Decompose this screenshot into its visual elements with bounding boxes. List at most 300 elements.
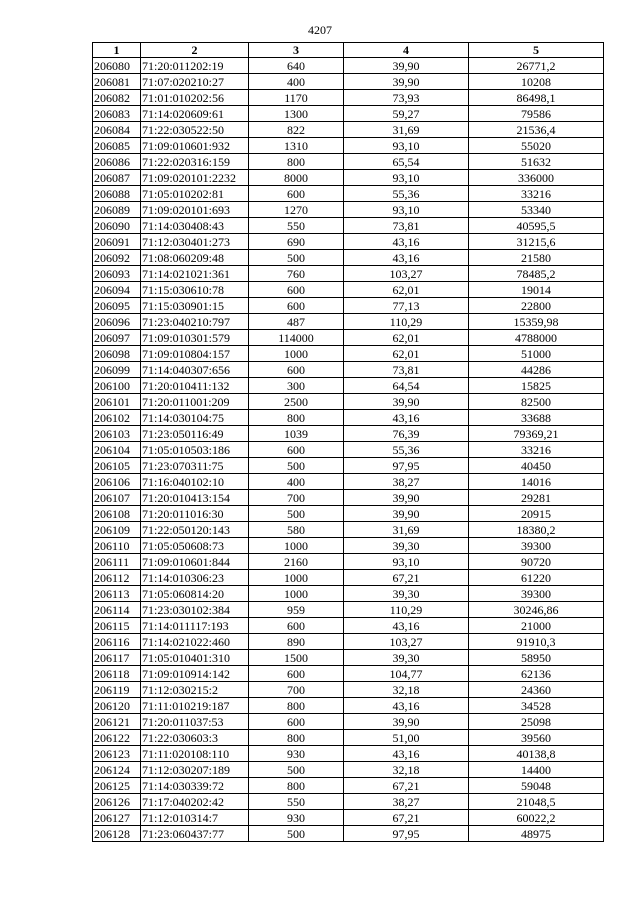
table-row bbox=[93, 426, 604, 442]
rate-cell: 43,16 bbox=[344, 698, 469, 714]
value-cell: 15825 bbox=[469, 378, 604, 394]
rate-cell: 51,00 bbox=[344, 730, 469, 746]
value-cell: 55020 bbox=[469, 138, 604, 154]
area-cell: 600 bbox=[249, 666, 344, 682]
table-row bbox=[93, 474, 604, 490]
rate-cell: 43,16 bbox=[344, 618, 469, 634]
rate-cell: 93,10 bbox=[344, 170, 469, 186]
cadastral-number-cell: 71:15:030901:15 bbox=[141, 298, 249, 314]
rate-cell: 62,01 bbox=[344, 330, 469, 346]
cadastral-number-cell: 71:05:050608:73 bbox=[141, 538, 249, 554]
cadastral-number-cell: 71:16:040102:10 bbox=[141, 474, 249, 490]
value-cell: 21000 bbox=[469, 618, 604, 634]
value-cell: 22800 bbox=[469, 298, 604, 314]
value-cell: 21536,4 bbox=[469, 122, 604, 138]
table-row bbox=[93, 106, 604, 122]
cadastral-number-cell: 71:20:011016:30 bbox=[141, 506, 249, 522]
row-id-cell: 206112 bbox=[93, 570, 141, 586]
row-id-cell: 206087 bbox=[93, 170, 141, 186]
page-number: 4207 bbox=[308, 23, 332, 37]
row-id-cell: 206126 bbox=[93, 794, 141, 810]
cadastral-number-cell: 71:05:060814:20 bbox=[141, 586, 249, 602]
row-id-cell: 206086 bbox=[93, 154, 141, 170]
cadastral-number-cell: 71:20:011202:19 bbox=[141, 58, 249, 74]
row-id-cell: 206123 bbox=[93, 746, 141, 762]
row-id-cell: 206117 bbox=[93, 650, 141, 666]
row-id-cell: 206124 bbox=[93, 762, 141, 778]
area-cell: 550 bbox=[249, 218, 344, 234]
value-cell: 29281 bbox=[469, 490, 604, 506]
table-row bbox=[93, 90, 604, 106]
row-id-cell: 206100 bbox=[93, 378, 141, 394]
rate-cell: 39,90 bbox=[344, 74, 469, 90]
rate-cell: 104,77 bbox=[344, 666, 469, 682]
cadastral-number-cell: 71:15:030610:78 bbox=[141, 282, 249, 298]
table-row bbox=[93, 458, 604, 474]
row-id-cell: 206114 bbox=[93, 602, 141, 618]
value-cell: 21048,5 bbox=[469, 794, 604, 810]
cadastral-number-cell: 71:20:010411:132 bbox=[141, 378, 249, 394]
value-cell: 18380,2 bbox=[469, 522, 604, 538]
table-row bbox=[93, 794, 604, 810]
table-row bbox=[93, 714, 604, 730]
area-cell: 690 bbox=[249, 234, 344, 250]
rate-cell: 39,90 bbox=[344, 490, 469, 506]
table-row bbox=[93, 602, 604, 618]
area-cell: 600 bbox=[249, 618, 344, 634]
rate-cell: 67,21 bbox=[344, 570, 469, 586]
cadastral-number-cell: 71:09:010601:932 bbox=[141, 138, 249, 154]
row-id-cell: 206119 bbox=[93, 682, 141, 698]
table-row bbox=[93, 218, 604, 234]
table-row bbox=[93, 698, 604, 714]
column-header-2: 2 bbox=[141, 43, 249, 58]
area-cell: 500 bbox=[249, 250, 344, 266]
rate-cell: 64,54 bbox=[344, 378, 469, 394]
value-cell: 33688 bbox=[469, 410, 604, 426]
table-row bbox=[93, 234, 604, 250]
cadastral-number-cell: 71:23:050116:49 bbox=[141, 426, 249, 442]
rate-cell: 93,10 bbox=[344, 138, 469, 154]
cadastral-number-cell: 71:08:060209:48 bbox=[141, 250, 249, 266]
value-cell: 20915 bbox=[469, 506, 604, 522]
rate-cell: 73,81 bbox=[344, 362, 469, 378]
table-row bbox=[93, 730, 604, 746]
area-cell: 800 bbox=[249, 154, 344, 170]
cadastral-number-cell: 71:09:020101:2232 bbox=[141, 170, 249, 186]
area-cell: 700 bbox=[249, 682, 344, 698]
rate-cell: 38,27 bbox=[344, 794, 469, 810]
row-id-cell: 206084 bbox=[93, 122, 141, 138]
value-cell: 51000 bbox=[469, 346, 604, 362]
cadastral-number-cell: 71:14:040307:656 bbox=[141, 362, 249, 378]
row-id-cell: 206080 bbox=[93, 58, 141, 74]
row-id-cell: 206088 bbox=[93, 186, 141, 202]
value-cell: 61220 bbox=[469, 570, 604, 586]
table-row bbox=[93, 298, 604, 314]
table-row bbox=[93, 506, 604, 522]
row-id-cell: 206108 bbox=[93, 506, 141, 522]
area-cell: 1000 bbox=[249, 346, 344, 362]
table-row bbox=[93, 682, 604, 698]
table-row bbox=[93, 410, 604, 426]
cadastral-number-cell: 71:22:020316:159 bbox=[141, 154, 249, 170]
area-cell: 600 bbox=[249, 714, 344, 730]
area-cell: 600 bbox=[249, 186, 344, 202]
table-row bbox=[93, 266, 604, 282]
area-cell: 822 bbox=[249, 122, 344, 138]
rate-cell: 110,29 bbox=[344, 314, 469, 330]
row-id-cell: 206128 bbox=[93, 826, 141, 842]
value-cell: 10208 bbox=[469, 74, 604, 90]
rate-cell: 62,01 bbox=[344, 346, 469, 362]
cadastral-number-cell: 71:09:010804:157 bbox=[141, 346, 249, 362]
value-cell: 14016 bbox=[469, 474, 604, 490]
table-row bbox=[93, 618, 604, 634]
row-id-cell: 206083 bbox=[93, 106, 141, 122]
value-cell: 15359,98 bbox=[469, 314, 604, 330]
area-cell: 1000 bbox=[249, 586, 344, 602]
table-row bbox=[93, 554, 604, 570]
cadastral-number-cell: 71:22:030522:50 bbox=[141, 122, 249, 138]
row-id-cell: 206103 bbox=[93, 426, 141, 442]
cadastral-number-cell: 71:23:030102:384 bbox=[141, 602, 249, 618]
cadastral-number-cell: 71:14:030339:72 bbox=[141, 778, 249, 794]
area-cell: 600 bbox=[249, 282, 344, 298]
area-cell: 1300 bbox=[249, 106, 344, 122]
row-id-cell: 206094 bbox=[93, 282, 141, 298]
cadastral-number-cell: 71:09:010301:579 bbox=[141, 330, 249, 346]
table-row bbox=[93, 394, 604, 410]
value-cell: 40450 bbox=[469, 458, 604, 474]
row-id-cell: 206116 bbox=[93, 634, 141, 650]
table-row bbox=[93, 186, 604, 202]
value-cell: 48975 bbox=[469, 826, 604, 842]
cadastral-number-cell: 71:05:010401:310 bbox=[141, 650, 249, 666]
table-row bbox=[93, 778, 604, 794]
rate-cell: 43,16 bbox=[344, 234, 469, 250]
cadastral-number-cell: 71:05:010503:186 bbox=[141, 442, 249, 458]
table-row bbox=[93, 570, 604, 586]
cadastral-number-cell: 71:14:010306:23 bbox=[141, 570, 249, 586]
row-id-cell: 206107 bbox=[93, 490, 141, 506]
rate-cell: 103,27 bbox=[344, 266, 469, 282]
area-cell: 500 bbox=[249, 506, 344, 522]
row-id-cell: 206111 bbox=[93, 554, 141, 570]
table-row bbox=[93, 826, 604, 842]
table-row bbox=[93, 490, 604, 506]
cadastral-number-cell: 71:14:030104:75 bbox=[141, 410, 249, 426]
row-id-cell: 206089 bbox=[93, 202, 141, 218]
rate-cell: 103,27 bbox=[344, 634, 469, 650]
rate-cell: 93,10 bbox=[344, 202, 469, 218]
table-row bbox=[93, 442, 604, 458]
value-cell: 60022,2 bbox=[469, 810, 604, 826]
cadastral-number-cell: 71:09:010914:142 bbox=[141, 666, 249, 682]
value-cell: 82500 bbox=[469, 394, 604, 410]
area-cell: 400 bbox=[249, 474, 344, 490]
area-cell: 800 bbox=[249, 410, 344, 426]
table-row bbox=[93, 202, 604, 218]
table-row bbox=[93, 650, 604, 666]
area-cell: 1000 bbox=[249, 570, 344, 586]
rate-cell: 76,39 bbox=[344, 426, 469, 442]
rate-cell: 39,30 bbox=[344, 650, 469, 666]
area-cell: 2500 bbox=[249, 394, 344, 410]
rate-cell: 39,30 bbox=[344, 586, 469, 602]
rate-cell: 97,95 bbox=[344, 458, 469, 474]
rate-cell: 55,36 bbox=[344, 442, 469, 458]
cadastral-number-cell: 71:09:010601:844 bbox=[141, 554, 249, 570]
area-cell: 959 bbox=[249, 602, 344, 618]
area-cell: 114000 bbox=[249, 330, 344, 346]
cadastral-number-cell: 71:07:020210:27 bbox=[141, 74, 249, 90]
area-cell: 2160 bbox=[249, 554, 344, 570]
table-row bbox=[93, 330, 604, 346]
rate-cell: 39,90 bbox=[344, 506, 469, 522]
row-id-cell: 206085 bbox=[93, 138, 141, 154]
value-cell: 26771,2 bbox=[469, 58, 604, 74]
row-id-cell: 206097 bbox=[93, 330, 141, 346]
rate-cell: 110,29 bbox=[344, 602, 469, 618]
cadastral-number-cell: 71:22:030603:3 bbox=[141, 730, 249, 746]
column-header-4: 4 bbox=[344, 43, 469, 58]
row-id-cell: 206092 bbox=[93, 250, 141, 266]
area-cell: 800 bbox=[249, 778, 344, 794]
table-row bbox=[93, 58, 604, 74]
rate-cell: 39,90 bbox=[344, 394, 469, 410]
value-cell: 39300 bbox=[469, 538, 604, 554]
value-cell: 39560 bbox=[469, 730, 604, 746]
area-cell: 487 bbox=[249, 314, 344, 330]
area-cell: 500 bbox=[249, 458, 344, 474]
cadastral-number-cell: 71:20:011001:209 bbox=[141, 394, 249, 410]
value-cell: 86498,1 bbox=[469, 90, 604, 106]
row-id-cell: 206106 bbox=[93, 474, 141, 490]
rate-cell: 93,10 bbox=[344, 554, 469, 570]
row-id-cell: 206096 bbox=[93, 314, 141, 330]
area-cell: 300 bbox=[249, 378, 344, 394]
area-cell: 1000 bbox=[249, 538, 344, 554]
row-id-cell: 206099 bbox=[93, 362, 141, 378]
cadastral-number-cell: 71:12:030401:273 bbox=[141, 234, 249, 250]
value-cell: 31215,6 bbox=[469, 234, 604, 250]
row-id-cell: 206098 bbox=[93, 346, 141, 362]
rate-cell: 43,16 bbox=[344, 746, 469, 762]
table-row bbox=[93, 762, 604, 778]
value-cell: 40595,5 bbox=[469, 218, 604, 234]
table-row bbox=[93, 138, 604, 154]
value-cell: 90720 bbox=[469, 554, 604, 570]
value-cell: 21580 bbox=[469, 250, 604, 266]
row-id-cell: 206118 bbox=[93, 666, 141, 682]
cadastral-number-cell: 71:14:030408:43 bbox=[141, 218, 249, 234]
row-id-cell: 206109 bbox=[93, 522, 141, 538]
area-cell: 800 bbox=[249, 730, 344, 746]
area-cell: 760 bbox=[249, 266, 344, 282]
area-cell: 580 bbox=[249, 522, 344, 538]
area-cell: 500 bbox=[249, 762, 344, 778]
table-header-row bbox=[93, 43, 604, 58]
rate-cell: 73,81 bbox=[344, 218, 469, 234]
value-cell: 62136 bbox=[469, 666, 604, 682]
column-header-5: 5 bbox=[469, 43, 604, 58]
cadastral-number-cell: 71:09:020101:693 bbox=[141, 202, 249, 218]
cadastral-number-cell: 71:14:021021:361 bbox=[141, 266, 249, 282]
rate-cell: 65,54 bbox=[344, 154, 469, 170]
area-cell: 800 bbox=[249, 698, 344, 714]
row-id-cell: 206110 bbox=[93, 538, 141, 554]
area-cell: 400 bbox=[249, 74, 344, 90]
table-row bbox=[93, 810, 604, 826]
cadastral-number-cell: 71:20:011037:53 bbox=[141, 714, 249, 730]
row-id-cell: 206120 bbox=[93, 698, 141, 714]
area-cell: 1500 bbox=[249, 650, 344, 666]
value-cell: 79586 bbox=[469, 106, 604, 122]
table-row bbox=[93, 538, 604, 554]
rate-cell: 31,69 bbox=[344, 522, 469, 538]
area-cell: 1170 bbox=[249, 90, 344, 106]
cadastral-number-cell: 71:23:060437:77 bbox=[141, 826, 249, 842]
cadastral-number-cell: 71:05:010202:81 bbox=[141, 186, 249, 202]
value-cell: 25098 bbox=[469, 714, 604, 730]
table-row bbox=[93, 362, 604, 378]
cadastral-number-cell: 71:23:040210:797 bbox=[141, 314, 249, 330]
row-id-cell: 206102 bbox=[93, 410, 141, 426]
area-cell: 890 bbox=[249, 634, 344, 650]
table-row bbox=[93, 346, 604, 362]
row-id-cell: 206090 bbox=[93, 218, 141, 234]
rate-cell: 67,21 bbox=[344, 810, 469, 826]
value-cell: 30246,86 bbox=[469, 602, 604, 618]
value-cell: 51632 bbox=[469, 154, 604, 170]
value-cell: 44286 bbox=[469, 362, 604, 378]
rate-cell: 73,93 bbox=[344, 90, 469, 106]
rate-cell: 62,01 bbox=[344, 282, 469, 298]
cadastral-number-cell: 71:20:010413:154 bbox=[141, 490, 249, 506]
value-cell: 78485,2 bbox=[469, 266, 604, 282]
rate-cell: 43,16 bbox=[344, 250, 469, 266]
value-cell: 14400 bbox=[469, 762, 604, 778]
cadastral-number-cell: 71:11:010219:187 bbox=[141, 698, 249, 714]
cadastral-number-cell: 71:14:011117:193 bbox=[141, 618, 249, 634]
row-id-cell: 206115 bbox=[93, 618, 141, 634]
value-cell: 58950 bbox=[469, 650, 604, 666]
row-id-cell: 206121 bbox=[93, 714, 141, 730]
rate-cell: 97,95 bbox=[344, 826, 469, 842]
table-row bbox=[93, 314, 604, 330]
value-cell: 4788000 bbox=[469, 330, 604, 346]
rate-cell: 32,18 bbox=[344, 682, 469, 698]
rate-cell: 32,18 bbox=[344, 762, 469, 778]
table-row bbox=[93, 378, 604, 394]
area-cell: 600 bbox=[249, 442, 344, 458]
rate-cell: 59,27 bbox=[344, 106, 469, 122]
area-cell: 600 bbox=[249, 298, 344, 314]
area-cell: 600 bbox=[249, 362, 344, 378]
rate-cell: 38,27 bbox=[344, 474, 469, 490]
row-id-cell: 206122 bbox=[93, 730, 141, 746]
area-cell: 1270 bbox=[249, 202, 344, 218]
cadastral-number-cell: 71:12:010314:7 bbox=[141, 810, 249, 826]
table-row bbox=[93, 522, 604, 538]
row-id-cell: 206095 bbox=[93, 298, 141, 314]
cadastral-number-cell: 71:12:030207:189 bbox=[141, 762, 249, 778]
table-row bbox=[93, 666, 604, 682]
rate-cell: 31,69 bbox=[344, 122, 469, 138]
area-cell: 930 bbox=[249, 810, 344, 826]
cadastral-number-cell: 71:17:040202:42 bbox=[141, 794, 249, 810]
rate-cell: 39,90 bbox=[344, 58, 469, 74]
cadastral-number-cell: 71:14:020609:61 bbox=[141, 106, 249, 122]
value-cell: 24360 bbox=[469, 682, 604, 698]
table-row bbox=[93, 746, 604, 762]
row-id-cell: 206127 bbox=[93, 810, 141, 826]
cadastral-number-cell: 71:12:030215:2 bbox=[141, 682, 249, 698]
area-cell: 8000 bbox=[249, 170, 344, 186]
area-cell: 640 bbox=[249, 58, 344, 74]
value-cell: 53340 bbox=[469, 202, 604, 218]
value-cell: 79369,21 bbox=[469, 426, 604, 442]
value-cell: 34528 bbox=[469, 698, 604, 714]
rate-cell: 43,16 bbox=[344, 410, 469, 426]
table-row bbox=[93, 634, 604, 650]
area-cell: 550 bbox=[249, 794, 344, 810]
area-cell: 1039 bbox=[249, 426, 344, 442]
rate-cell: 77,13 bbox=[344, 298, 469, 314]
area-cell: 500 bbox=[249, 826, 344, 842]
table-row bbox=[93, 250, 604, 266]
row-id-cell: 206125 bbox=[93, 778, 141, 794]
cadastral-number-cell: 71:14:021022:460 bbox=[141, 634, 249, 650]
row-id-cell: 206091 bbox=[93, 234, 141, 250]
row-id-cell: 206113 bbox=[93, 586, 141, 602]
table-row bbox=[93, 586, 604, 602]
value-cell: 33216 bbox=[469, 442, 604, 458]
row-id-cell: 206101 bbox=[93, 394, 141, 410]
table-row bbox=[93, 282, 604, 298]
row-id-cell: 206082 bbox=[93, 90, 141, 106]
row-id-cell: 206081 bbox=[93, 74, 141, 90]
row-id-cell: 206093 bbox=[93, 266, 141, 282]
data-table bbox=[92, 42, 604, 842]
value-cell: 91910,3 bbox=[469, 634, 604, 650]
area-cell: 1310 bbox=[249, 138, 344, 154]
value-cell: 59048 bbox=[469, 778, 604, 794]
table-row bbox=[93, 122, 604, 138]
value-cell: 39300 bbox=[469, 586, 604, 602]
value-cell: 19014 bbox=[469, 282, 604, 298]
cadastral-number-cell: 71:11:020108:110 bbox=[141, 746, 249, 762]
rate-cell: 67,21 bbox=[344, 778, 469, 794]
table-body bbox=[93, 58, 604, 842]
rate-cell: 39,30 bbox=[344, 538, 469, 554]
area-cell: 930 bbox=[249, 746, 344, 762]
table-row bbox=[93, 170, 604, 186]
area-cell: 700 bbox=[249, 490, 344, 506]
rate-cell: 55,36 bbox=[344, 186, 469, 202]
table-row bbox=[93, 74, 604, 90]
cadastral-number-cell: 71:22:050120:143 bbox=[141, 522, 249, 538]
value-cell: 33216 bbox=[469, 186, 604, 202]
column-header-3: 3 bbox=[249, 43, 344, 58]
rate-cell: 39,90 bbox=[344, 714, 469, 730]
cadastral-number-cell: 71:23:070311:75 bbox=[141, 458, 249, 474]
value-cell: 40138,8 bbox=[469, 746, 604, 762]
table-row bbox=[93, 154, 604, 170]
column-header-1: 1 bbox=[93, 43, 141, 58]
value-cell: 336000 bbox=[469, 170, 604, 186]
